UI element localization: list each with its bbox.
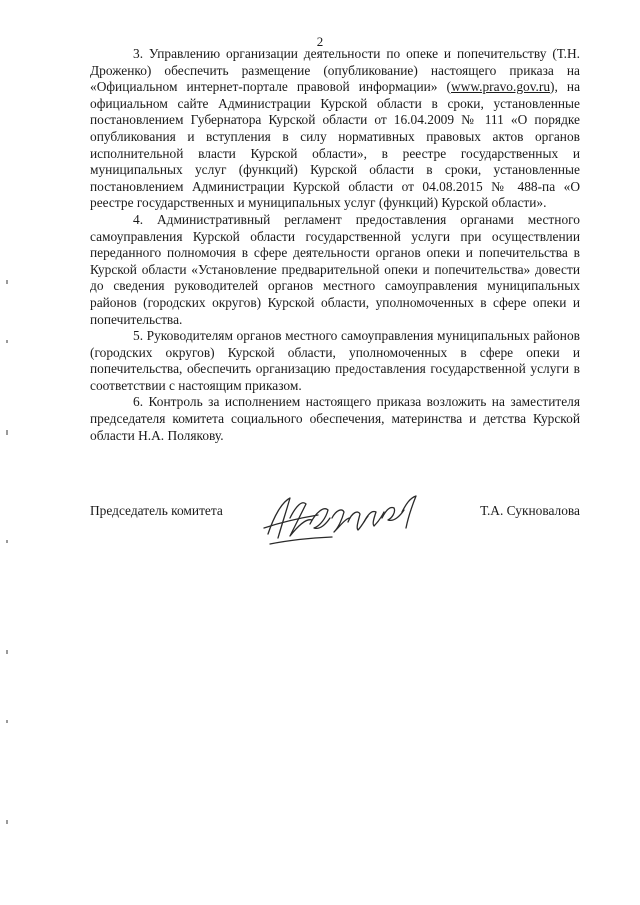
scan-edge-marks — [6, 280, 9, 840]
paragraph-4: 4. Административный регламент предоставления органами местного самоуправления Курской области государственной услуги при осуществлении переданного полномочия в сфере деятельности органов опеки и попечительства в Курской области «Установление предварительной опеки и попечительства» довести до сведения руководителей органов местного самоуправления муниципальных районов (городских округов) Курской области, уполномоченных в сфере опеки и попечительства. — [90, 211, 580, 327]
signature-block — [90, 500, 580, 560]
signatory-title: Председатель комитета — [90, 503, 223, 518]
page-number: 2 — [316, 34, 324, 49]
paragraph-3 — [90, 46, 580, 212]
paragraph-6: 6. Контроль за исполнением настоящего приказа возложить на заместителя председателя комитета социального обеспечения, материнства и детства Курской области Н.А. Полякову. — [90, 394, 580, 443]
pravo-link[interactable]: www.pravo.gov.ru — [451, 79, 551, 95]
handwritten-signature — [260, 488, 435, 550]
signatory-name: Т.А. Сукновалова — [480, 503, 580, 518]
paragraph-3-text-before: 3. Управлению организации деятельности по опеке и попечительству (Т.Н. Дроженко) обеспечить размещение (опубликование) настоящего приказа на «Официальном интернет-портале правовой информации» ( — [90, 46, 580, 95]
paragraph-5: 5. Руководителям органов местного самоуправления муниципальных районов (городских округов) Курской области, уполномоченных в сфере опеки и попечительства, обеспечить организацию предоставления государственной услуги в соответствии с настоящим приказом. — [90, 328, 580, 393]
paragraph-3-text-after: ), на официальном сайте Администрации Курской области в сроки, установленные постановлением Губернатора Курской области от 16.04.2009 № 111 «О порядке опубликования и вступления в силу нормативных правовых актов органов исполнительной власти Курской области», в реестре государственных и муниципальных услуг (функций) Курской области в сроки, установленные постановлением Администрации Курской области от 04.08.2015 № 488-па «О реестре государственных и муниципальных услуг (функций) Курской области». — [90, 79, 581, 211]
document-body — [90, 46, 580, 444]
